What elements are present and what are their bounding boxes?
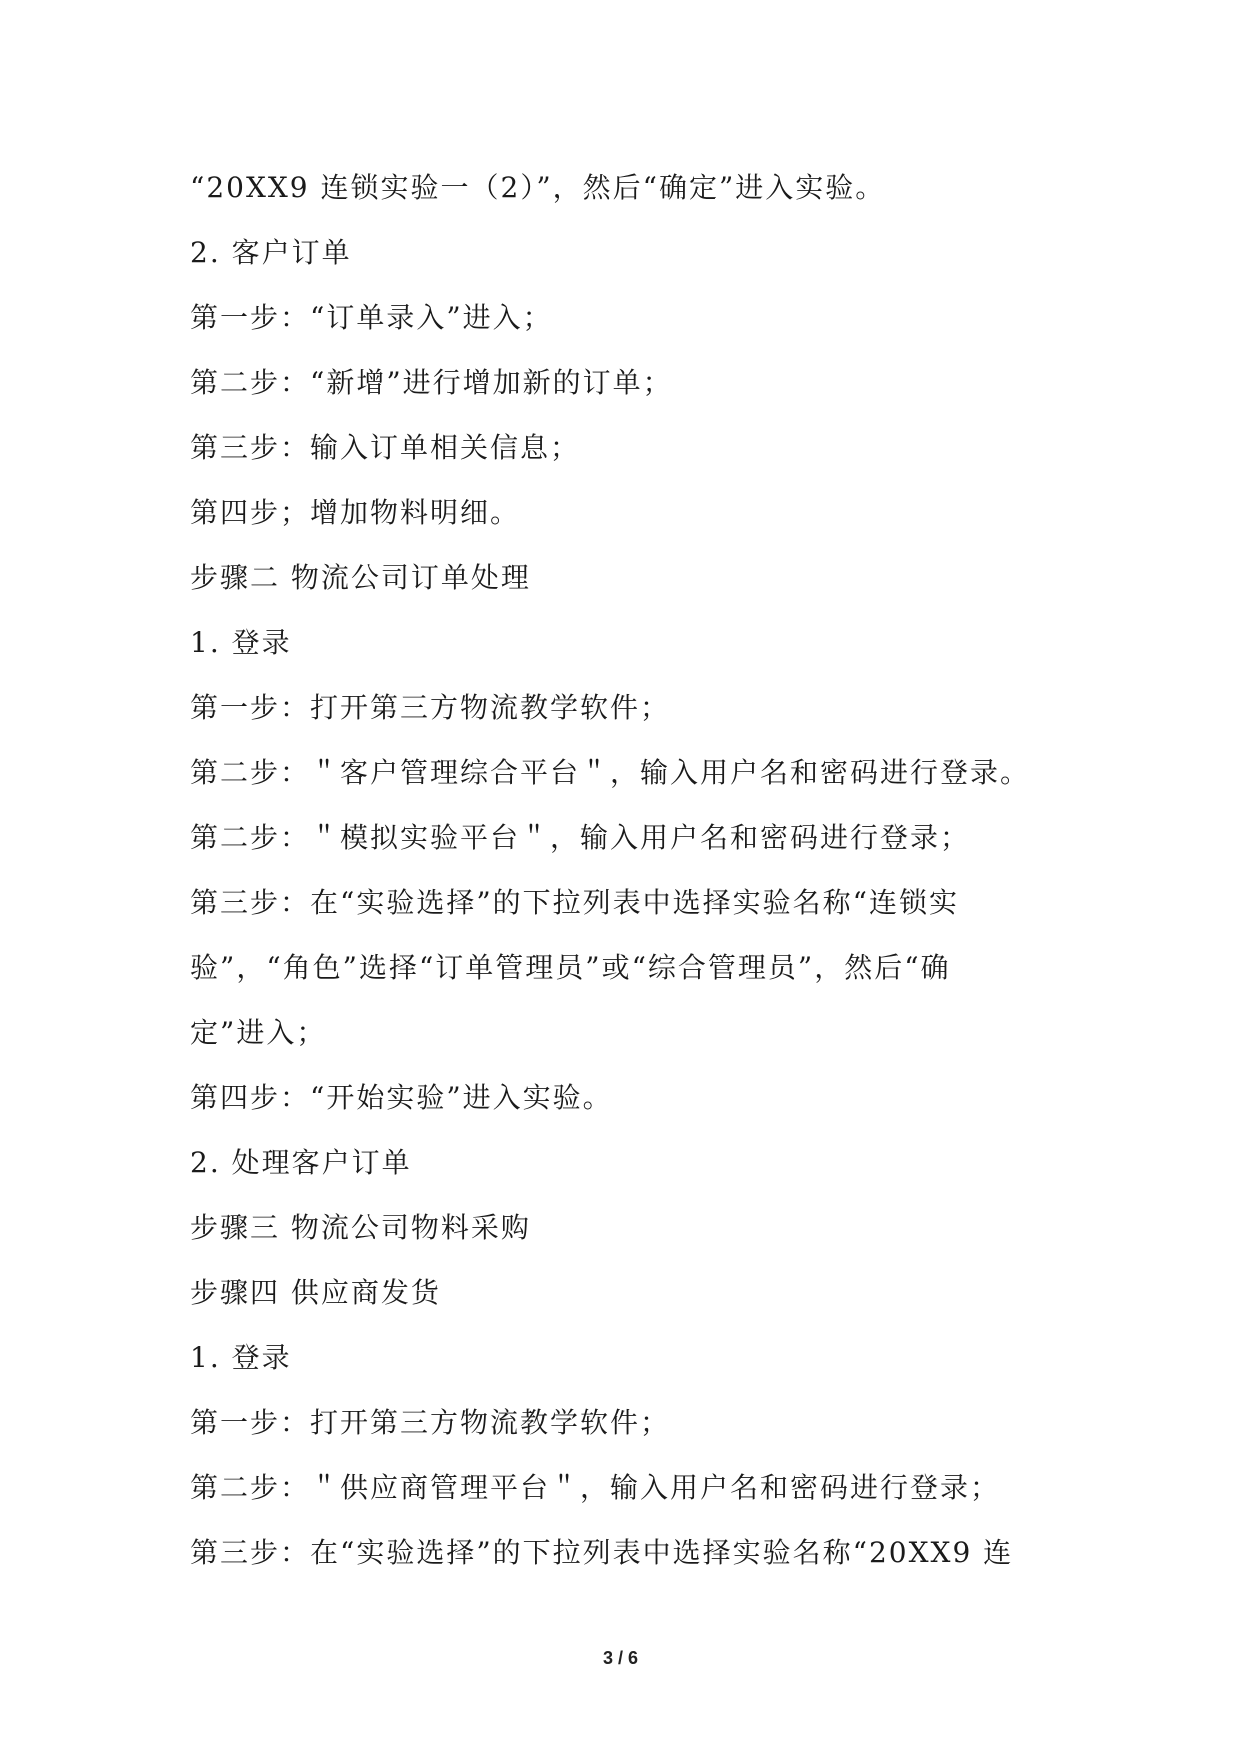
text-line: 验”，“角色”选择“订单管理员”或“综合管理员”，然后“确 [190, 951, 951, 984]
section-heading: 步骤四 供应商发货 [190, 1276, 441, 1309]
text-line: 第二步：“新增”进行增加新的订单； [190, 366, 673, 399]
text-line: 第二步：＂模拟实验平台＂，输入用户名和密码进行登录； [190, 821, 971, 854]
text-line: 第一步：打开第三方物流教学软件； [190, 691, 671, 724]
text-line: 第三步：在“实验选择”的下拉列表中选择实验名称“连锁实 [190, 886, 959, 919]
text-line: 第四步：“开始实验”进入实验。 [190, 1081, 613, 1114]
text-line: 定”进入； [190, 1016, 327, 1049]
section-heading: 2. 处理客户订单 [190, 1146, 412, 1179]
section-heading: 1. 登录 [190, 1341, 292, 1374]
text-line: 第一步：“订单录入”进入； [190, 301, 553, 334]
text-line: 第四步；增加物料明细。 [190, 496, 521, 529]
text-line: 第三步：在“实验选择”的下拉列表中选择实验名称“20XX9 连 [190, 1536, 1014, 1569]
section-heading: 2. 客户订单 [190, 236, 352, 269]
document-body [190, 155, 1070, 1585]
section-heading: 步骤二 物流公司订单处理 [190, 561, 531, 594]
text-line: 第二步：＂客户管理综合平台＂，输入用户名和密码进行登录。 [190, 756, 1031, 789]
page-number: 3 / 6 [602, 1648, 639, 1668]
text-line: 第二步：＂供应商管理平台＂，输入用户名和密码进行登录； [190, 1471, 1001, 1504]
section-heading: 1. 登录 [190, 626, 292, 659]
text-line: “20XX9 连锁实验一（2）”，然后“确定”进入实验。 [190, 171, 886, 204]
text-line: 第三步：输入订单相关信息； [190, 431, 581, 464]
text-line: 第一步：打开第三方物流教学软件； [190, 1406, 671, 1439]
section-heading: 步骤三 物流公司物料采购 [190, 1211, 531, 1244]
